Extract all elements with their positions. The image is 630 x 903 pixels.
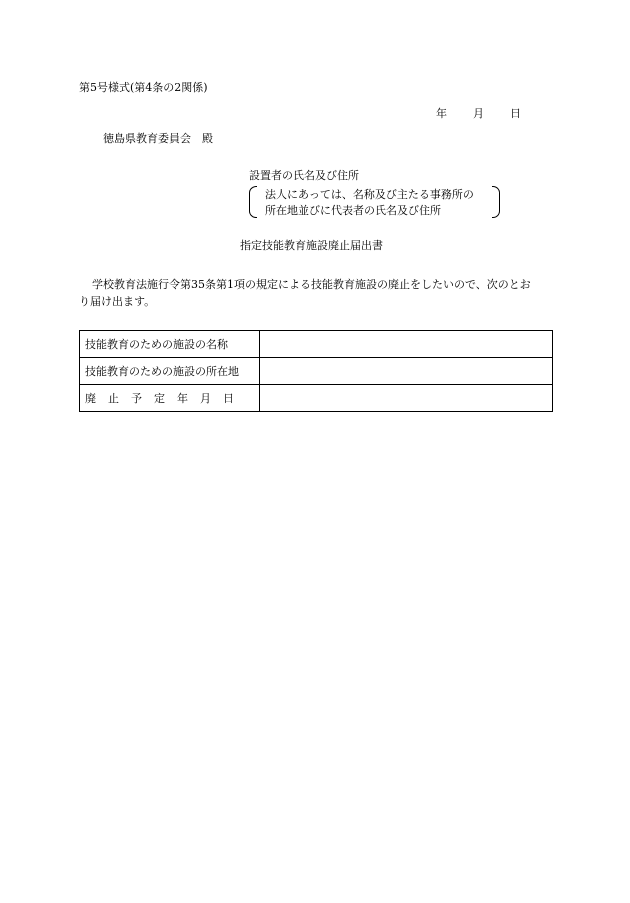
founder-note-line1: 法人にあっては、名称及び主たる事務所の — [265, 188, 474, 201]
date-line — [436, 108, 521, 119]
facility-info-table — [79, 330, 553, 412]
addressee: 徳島県教育委員会 殿 — [103, 132, 213, 145]
founder-label: 設置者の氏名及び住所 — [249, 169, 359, 182]
founder-note-line2: 所在地並びに代表者の氏名及び住所 — [265, 204, 441, 217]
table-row — [80, 358, 553, 385]
left-bracket — [249, 186, 257, 218]
closure-date-field[interactable] — [259, 385, 552, 412]
facility-name-label: 技能教育のための施設の名称 — [80, 331, 260, 358]
form-number: 第5号様式(第4条の2関係) — [79, 81, 208, 94]
table-row — [80, 331, 553, 358]
body-text-line2: り届け出ます。 — [79, 295, 156, 308]
closure-date-label: 廃止予定年月日 — [80, 385, 260, 412]
date-day: 日 — [510, 107, 521, 120]
right-bracket — [492, 186, 500, 218]
date-year: 年 — [436, 107, 447, 120]
date-month: 月 — [473, 107, 484, 120]
facility-location-label: 技能教育のための施設の所在地 — [80, 358, 260, 385]
document-title: 指定技能教育施設廃止届出書 — [240, 239, 383, 252]
body-text-line1: 学校教育法施行令第35条第1項の規定による技能教育施設の廃止をしたいので、次のとお — [92, 278, 531, 291]
facility-name-field[interactable] — [259, 331, 552, 358]
facility-location-field[interactable] — [259, 358, 552, 385]
table-row — [80, 385, 553, 412]
